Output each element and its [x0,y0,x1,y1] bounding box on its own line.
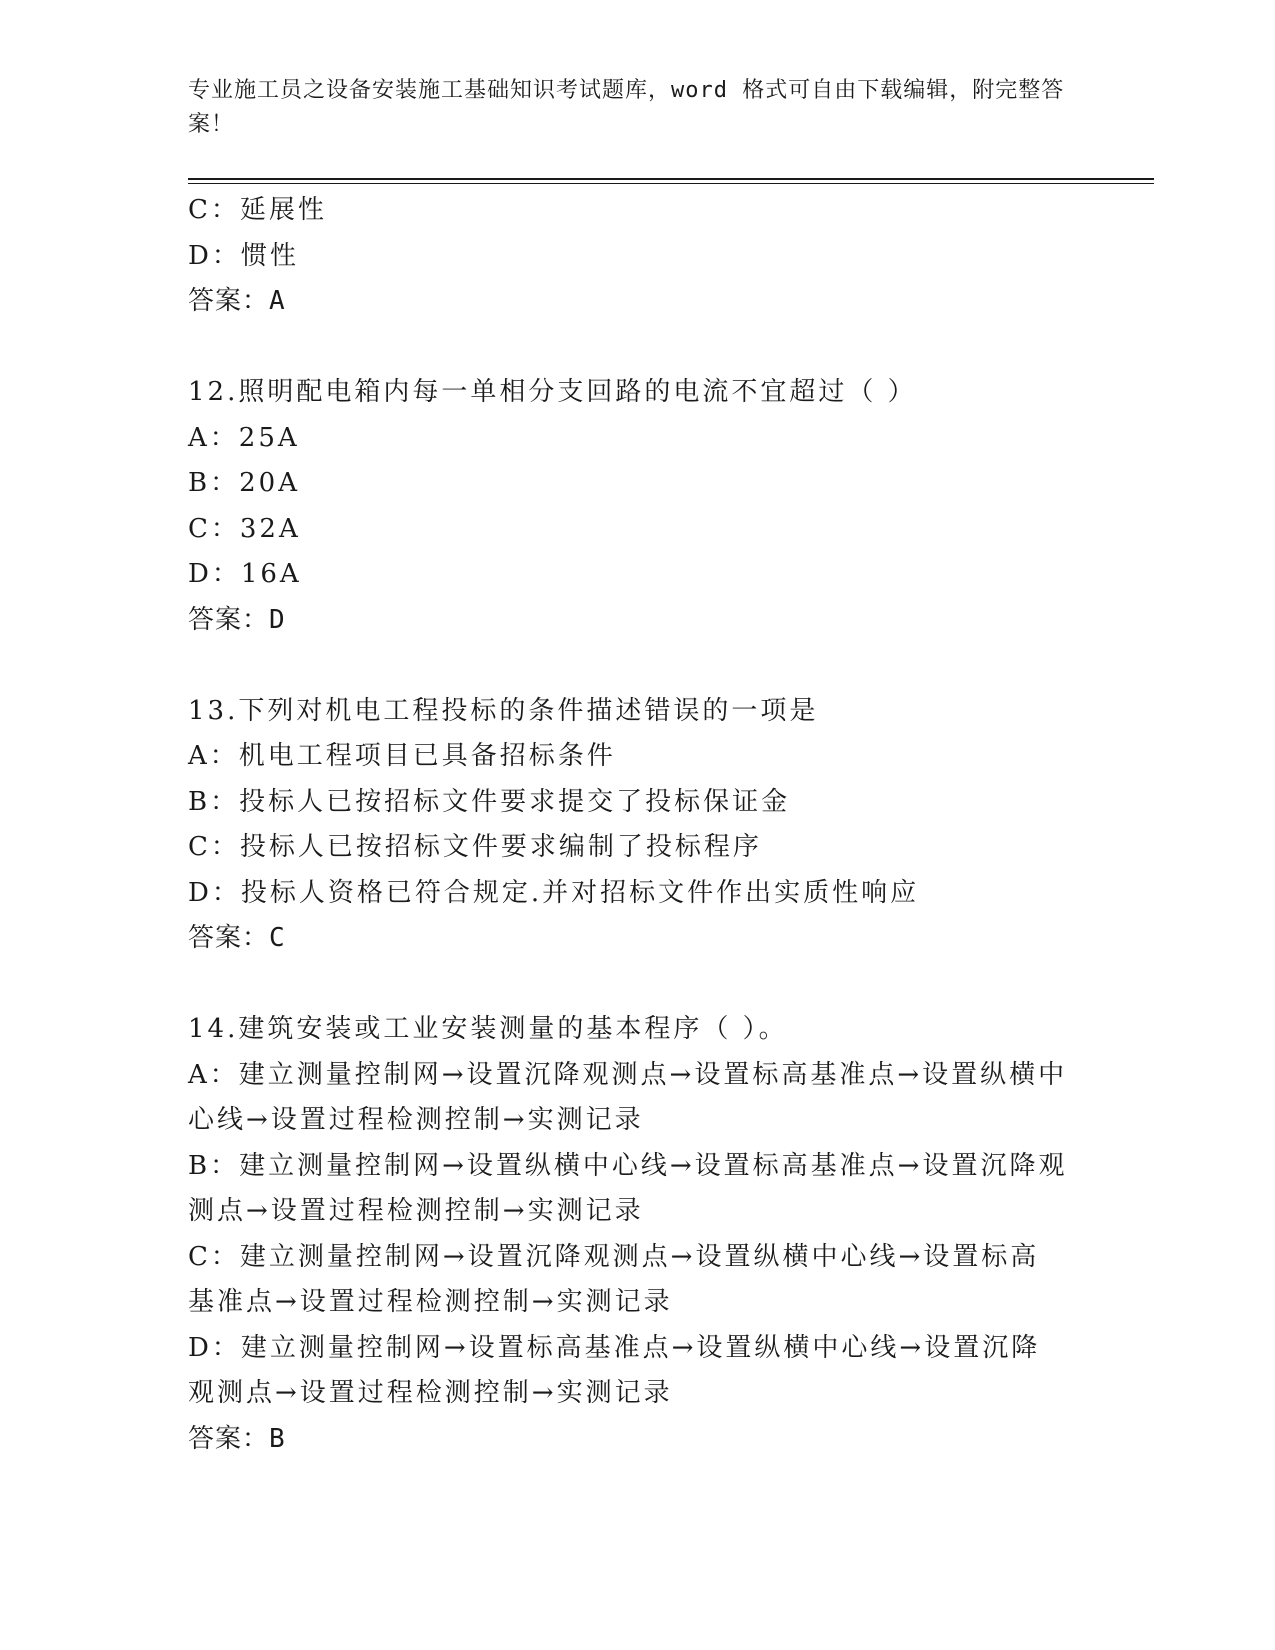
page-header: 专业施工员之设备安装施工基础知识考试题库，word 格式可自由下载编辑，附完整答案！ [188,78,1065,137]
question-block-13 [188,689,1088,962]
option-b: B：投标人已按招标文件要求提交了投标保证金 [188,786,791,817]
option-d: D：16A [188,559,302,589]
answer-line: 答案：C [188,923,286,953]
header-divider-thin [188,183,1154,184]
option-b: B：20A [188,468,300,498]
spacer [188,962,1088,1008]
option-a: A：机电工程项目已具备招标条件 [188,741,616,771]
question-stem: 14.建筑安装或工业安装测量的基本程序（ ）。 [188,1014,788,1044]
option-d: D：建立测量控制网→设置标高基准点→设置纵横中心线→设置沉降观测点→设置过程检测控制→实测记录 [188,1332,1041,1408]
option-d: D：投标人资格已符合规定.并对招标文件作出实质性响应 [188,877,920,908]
option-c: C：32A [188,513,301,544]
option-c: C：建立测量控制网→设置沉降观测点→设置纵横中心线→设置标高基准点→设置过程检测控制→实测记录 [188,1241,1040,1317]
answer-line: 答案：D [188,604,286,635]
question-stem: 13.下列对机电工程投标的条件描述错误的一项是 [188,695,819,726]
answer-line: 答案：B [188,1423,286,1454]
spacer [188,325,1088,371]
answer-line: 答案：A [188,286,286,316]
option-c: C：投标人已按招标文件要求编制了投标程序 [188,832,762,862]
header-divider-thick [188,178,1154,180]
spacer [188,643,1088,689]
question-stem: 12.照明配电箱内每一单相分支回路的电流不宜超过（ ） [188,377,917,407]
option-c: C：延展性 [188,195,327,225]
question-content [188,188,1088,1462]
option-d: D：惯性 [188,240,299,271]
question-block-prev [188,188,1088,325]
option-a: A：建立测量控制网→设置沉降观测点→设置标高基准点→设置纵横中心线→设置过程检测控制→实测记录 [188,1059,1068,1135]
question-block-14 [188,1007,1088,1462]
option-b: B：建立测量控制网→设置纵横中心线→设置标高基准点→设置沉降观测点→设置过程检测控制→实测记录 [188,1150,1068,1226]
question-block-12 [188,370,1088,643]
option-a: A：25A [188,422,300,453]
